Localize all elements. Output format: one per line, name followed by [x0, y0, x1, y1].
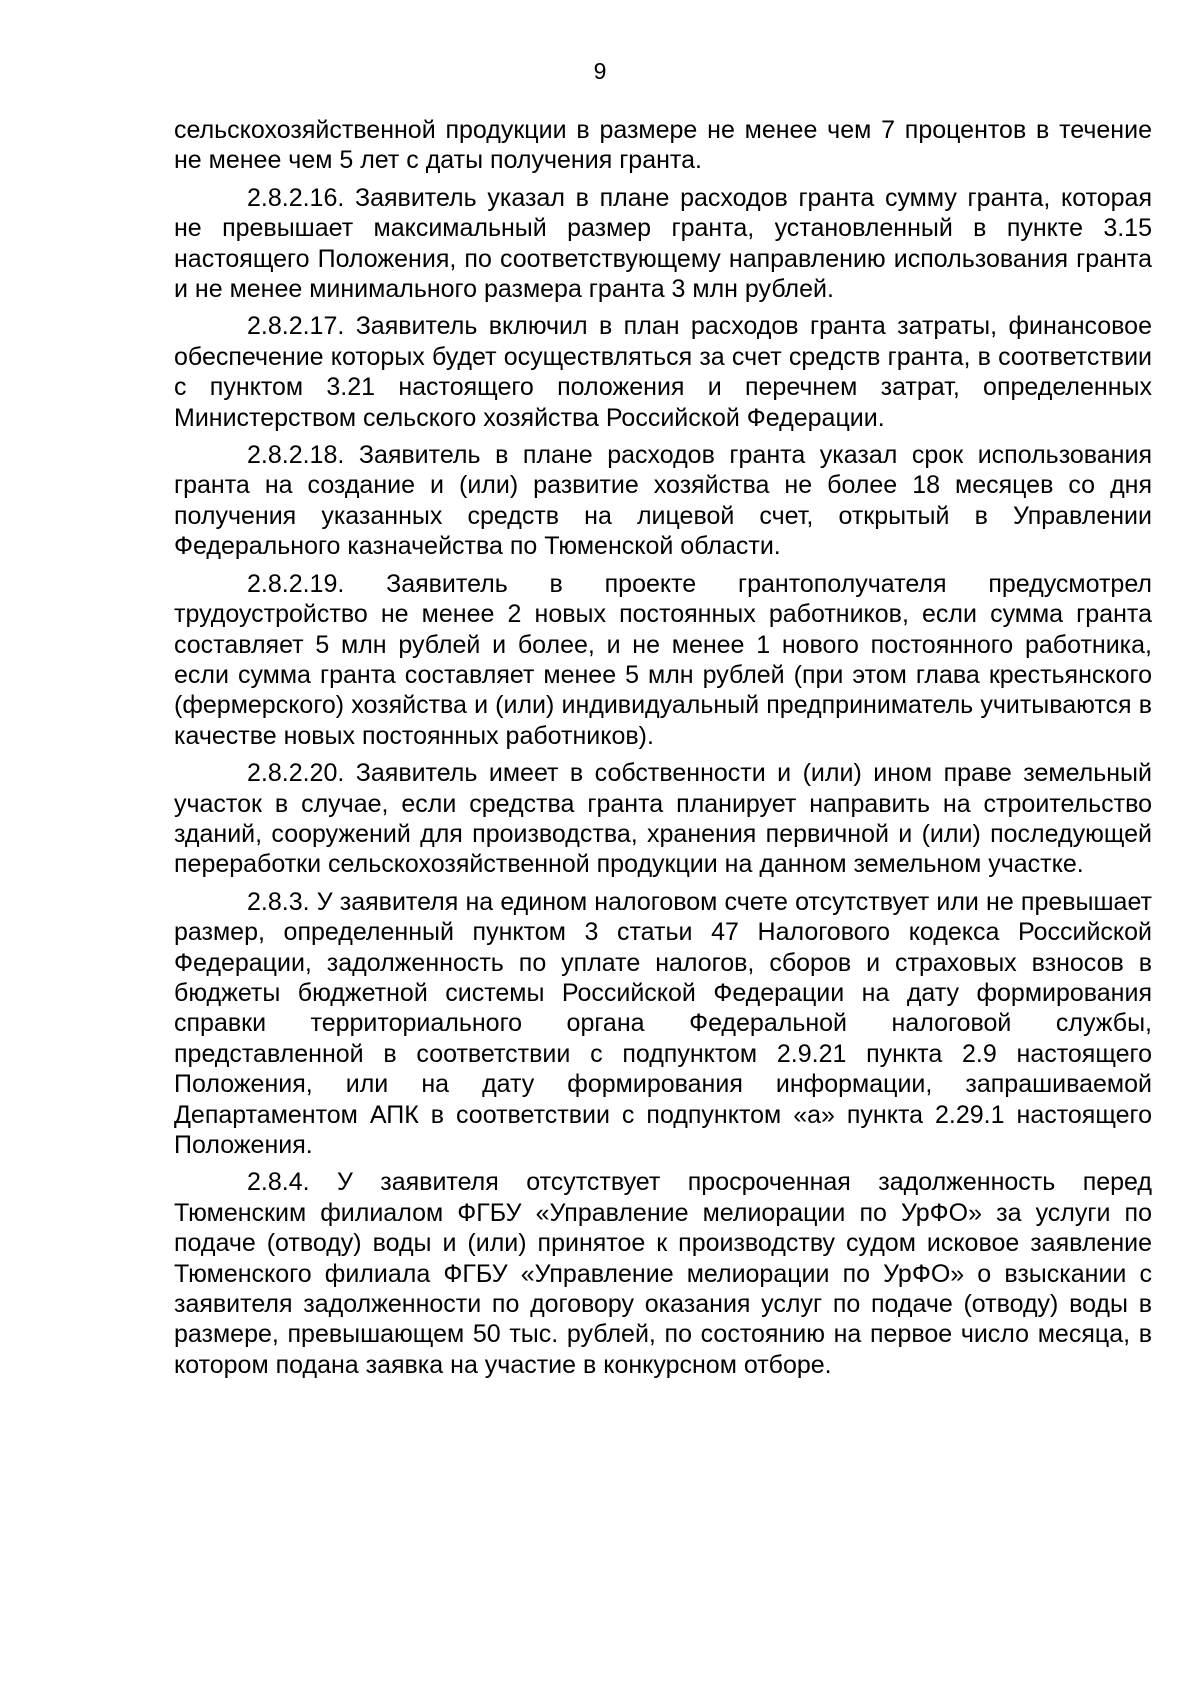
- document-body: [174, 115, 1152, 1387]
- paragraph-2-8-3: 2.8.3. У заявителя на едином налоговом счете отсутствует или не превышает размер, определенный пунктом 3 статьи 47 Налогового кодекса Российской Федерации, задолженность по уплате налогов, сборов и страховых взносов в бюджеты бюджетной системы Российской Федерации на дату формирования справки территориального органа Федеральной налоговой службы, представленной в соответствии с подпунктом 2.9.21 пункта 2.9 настоящего Положения, или на дату формирования информации, запрашиваемой Департаментом АПК в соответствии с подпунктом «а» пункта 2.29.1 настоящего Положения.: [174, 887, 1152, 1159]
- paragraph-2-8-2-17: 2.8.2.17. Заявитель включил в план расходов гранта затраты, финансовое обеспечение которых будет осуществляться за счет средств гранта, в соответствии с пунктом 3.21 настоящего положения и перечнем затрат, определенных Министерством сельского хозяйства Российской Федерации.: [174, 312, 1152, 432]
- paragraph-2-8-2-18: 2.8.2.18. Заявитель в плане расходов гранта указал срок использования гранта на создание и (или) развитие хозяйства не более 18 месяцев со дня получения указанных средств на лицевой счет, открытый в Управлении Федерального казначейства по Тюменской области.: [174, 441, 1152, 561]
- paragraph-2-8-2-20: 2.8.2.20. Заявитель имеет в собственности и (или) ином праве земельный участок в случае, если средства гранта планирует направить на строительство зданий, сооружений для производства, хранения первичной и (или) последующей переработки сельскохозяйственной продукции на данном земельном участке.: [174, 759, 1152, 879]
- page-number: 9: [593, 58, 607, 84]
- paragraph-2-8-2-16: 2.8.2.16. Заявитель указал в плане расходов гранта сумму гранта, которая не превышает максимальный размер гранта, установленный в пункте 3.15 настоящего Положения, по соответствующему направлению использования гранта и не менее минимального размера гранта 3 млн рублей.: [174, 183, 1152, 304]
- paragraph-2-8-2-19: 2.8.2.19. Заявитель в проекте грантополучателя предусмотрел трудоустройство не менее 2 новых постоянных работников, если сумма гранта составляет 5 млн рублей и более, и не менее 1 нового постоянного работника, если сумма гранта составляет менее 5 млн рублей (при этом глава крестьянского (фермерского) хозяйства и (или) индивидуальный предприниматель учитываются в качестве новых постоянных работников).: [174, 569, 1152, 750]
- paragraph-continuation: сельскохозяйственной продукции в размере не менее чем 7 процентов в течение не менее чем 5 лет с даты получения гранта.: [174, 116, 1152, 175]
- paragraph-2-8-4: 2.8.4. У заявителя отсутствует просроченная задолженность перед Тюменским филиалом ФГБУ «Управление мелиорации по УрФО» за услуги по подаче (отводу) воды и (или) принятое к производству судом исковое заявление Тюменского филиала ФГБУ «Управление мелиорации по УрФО» о взыскании с заявителя задолженности по договору оказания услуг по подаче (отводу) воды в размере, превышающем 50 тыс. рублей, по состоянию на первое число месяца, в котором подана заявка на участие в конкурсном отборе.: [174, 1168, 1152, 1379]
